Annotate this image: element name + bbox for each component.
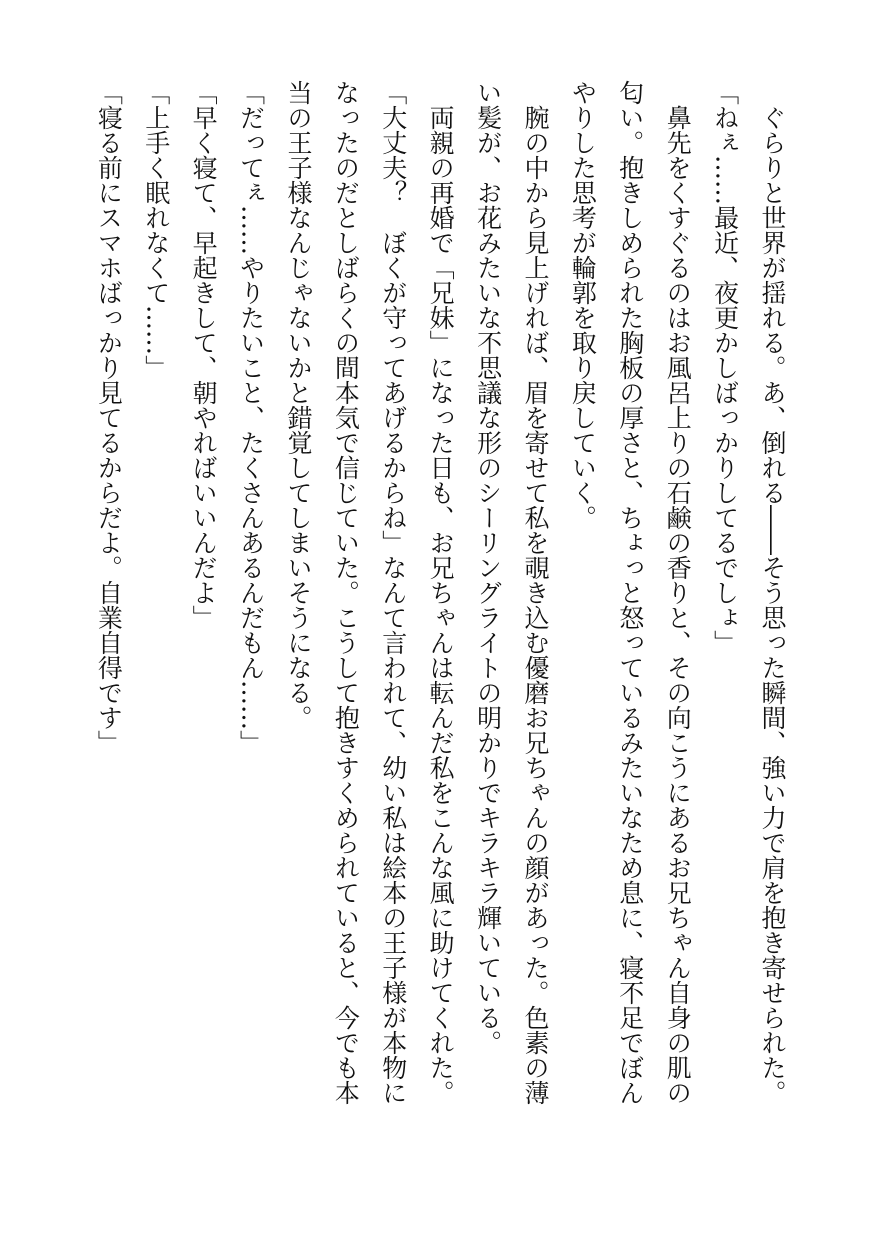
text-line: 「早く寝て、早起きして、朝やればいいんだよ」	[189, 80, 219, 630]
text-line: 「だってぇ……やりたいこと、たくさんあるんだもん……」	[236, 80, 266, 755]
text-line: 腕の中から見上げれば、眉を寄せて私を覗き込む優磨お兄ちゃんの顔があった。色素の薄	[520, 80, 550, 1105]
text-line: 「寝る前にスマホばっかり見てるからだよ。自業自得です」	[94, 80, 124, 755]
text-line: 両親の再婚で「兄妹」になった日も、お兄ちゃんは転んだ私をこんな風に助けてくれた。	[426, 80, 456, 1105]
text-line: 鼻先をくすぐるのはお風呂上りの石鹸の香りと、その向こうにあるお兄ちゃん自身の肌の	[663, 80, 693, 1105]
text-line: 当の王子様なんじゃないかと錯覚してしまいそうになる。	[283, 80, 313, 730]
text-line: 「大丈夫？ ぼくが守ってあげるからね」なんて言われて、幼い私は絵本の王子様が本物に	[378, 80, 408, 1105]
text-line: 「ねぇ……最近、夜更かしばっかりしてるでしょ」	[710, 80, 740, 655]
vertical-text-body	[85, 80, 796, 1190]
text-line: い髪が、お花みたいな不思議な形のシーリングライトの明かりでキラキラ輝いている。	[473, 80, 503, 1055]
text-line: 匂い。抱きしめられた胸板の厚さと、ちょっと怒っているみたいなため息に、寝不足でぼん	[615, 80, 645, 1105]
text-line: ぐらりと世界が揺れる。あ、倒れる――そう思った瞬間、強い力で肩を抱き寄せられた。	[758, 80, 787, 1105]
text-line: なったのだとしばらくの間本気で信じていた。こうして抱きすくめられていると、今でも本	[331, 80, 361, 1105]
text-line: やりした思考が輪郭を取り戻していく。	[568, 80, 598, 530]
text-line: 「上手く眠れなくて……」	[141, 80, 171, 380]
